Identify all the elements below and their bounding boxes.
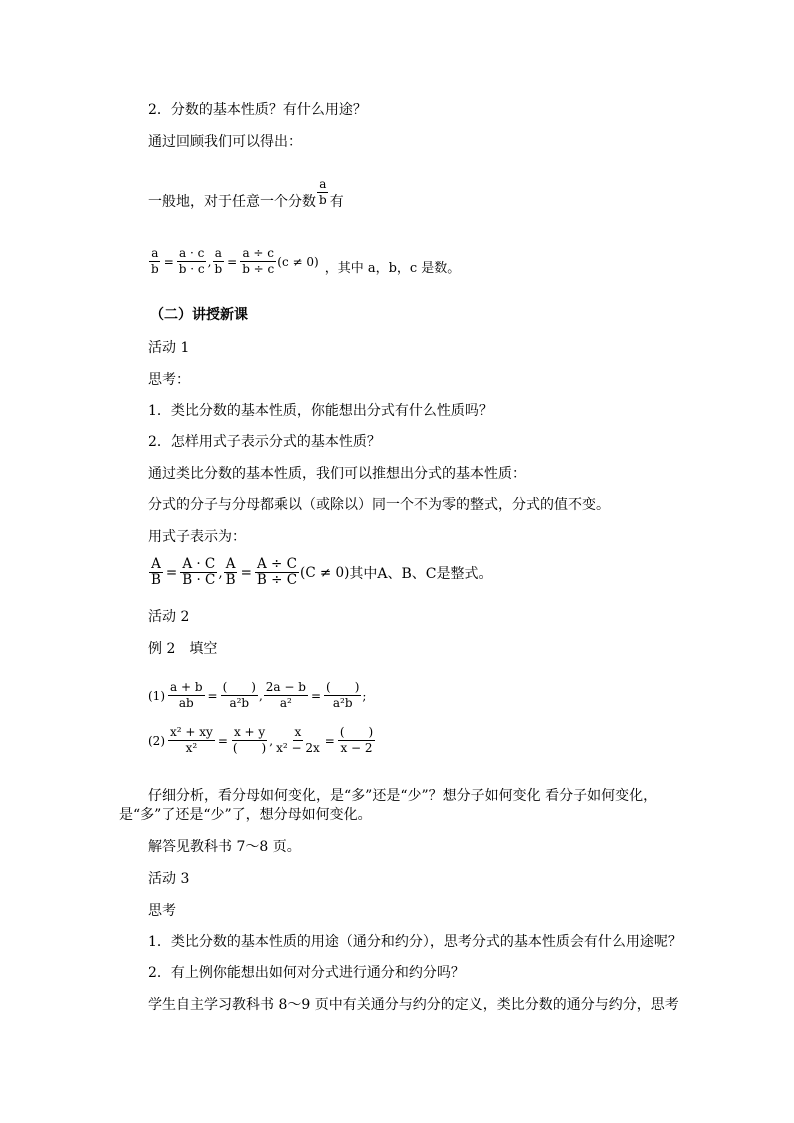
- label-1: (1): [148, 688, 165, 703]
- property-text: 分式的分子与分母都乘以（或除以）同一个不为零的整式，分式的值不变。: [148, 497, 610, 513]
- frac-apb-ab: [168, 680, 205, 711]
- example-2: 例 2 填空: [148, 641, 218, 657]
- den: B · C: [182, 572, 216, 588]
- label-2: (2): [148, 733, 165, 748]
- denominator: b: [319, 192, 327, 207]
- den: a²: [279, 696, 292, 710]
- frac-blank-a2b-2: [324, 680, 361, 711]
- num: 2a − b: [265, 680, 306, 694]
- end-comma: ;: [362, 688, 367, 703]
- den: a²b: [332, 696, 353, 710]
- frac-2amb-a2: [264, 680, 308, 711]
- comma: ,: [258, 688, 263, 703]
- den: x²: [185, 741, 198, 755]
- den: x − 2: [340, 741, 373, 755]
- frac-AdivC-BdivC: [255, 557, 299, 588]
- num: A · C: [182, 556, 216, 572]
- blank: ( ): [222, 680, 256, 694]
- review-text: 通过回顾我们可以得出：: [148, 134, 302, 150]
- den: b: [214, 262, 223, 276]
- comma: ,: [207, 254, 212, 269]
- frac-AC-BC: [180, 557, 217, 588]
- think-item-3: 1．类比分数的基本性质的用途（通分和约分），思考分式的基本性质会有什么用途呢？: [148, 934, 682, 950]
- num: A: [151, 556, 161, 572]
- den: B: [151, 572, 161, 588]
- general-statement: [148, 173, 344, 211]
- equals: =: [217, 733, 228, 748]
- num: a: [151, 246, 159, 260]
- num: a + b: [170, 680, 203, 694]
- frac-A-B-2: [224, 557, 238, 588]
- activity-1: 活动 1: [148, 340, 190, 356]
- den: ab: [178, 696, 194, 710]
- question-2: 2．分数的基本性质？有什么用途？: [148, 102, 367, 118]
- section-title: （二）讲授新课: [150, 307, 248, 323]
- frac-adivc-bdivc: [240, 246, 276, 277]
- example-row-1: [148, 680, 366, 711]
- frac-x2xy-x2: [168, 725, 215, 756]
- blank: ( ): [232, 741, 267, 755]
- equals: =: [240, 564, 252, 581]
- equals: =: [310, 688, 322, 703]
- num: x² + xy: [170, 725, 213, 739]
- equals: =: [227, 254, 238, 269]
- den: b: [151, 262, 159, 276]
- den: B: [225, 572, 236, 588]
- frac-x-x2m2x: [274, 725, 322, 756]
- equals: =: [165, 564, 178, 581]
- blank: ( ): [326, 680, 360, 694]
- num: A ÷ C: [256, 556, 297, 572]
- self-study-text: 学生自主学习教科书 8～9 页中有关通分与约分的定义，类比分数的通分与约分，思考: [148, 997, 679, 1013]
- general-text: 一般地，对于任意一个分数: [148, 194, 316, 210]
- equals: =: [324, 733, 335, 748]
- infer-text: 通过类比分数的基本性质，我们可以推想出分式的基本性质：: [148, 466, 526, 482]
- algebraic-property-formula: [148, 557, 493, 588]
- think-item-2: 2．怎样用式子表示分式的基本性质？: [148, 434, 381, 450]
- equals: =: [163, 254, 174, 269]
- num: a: [214, 246, 222, 260]
- comma: ,: [269, 733, 274, 748]
- num: x: [294, 725, 302, 739]
- expression-intro: 用式子表示为：: [148, 529, 246, 545]
- answer-reference: 解答见教科书 7～8 页。: [148, 839, 301, 855]
- activity-3: 活动 3: [148, 871, 190, 887]
- where-abc: ，其中 a，b，c 是数。: [324, 261, 461, 276]
- think-item-1: 1．类比分数的基本性质，你能想出分式有什么性质吗？: [148, 403, 493, 419]
- analysis-line-1: 仔细分析，看分母如何变化，是“多”还是“少”？想分子如何变化 看分子如何变化，: [148, 788, 658, 804]
- think-item-4: 2．有上例你能想出如何对分式进行通分和约分吗？: [148, 965, 465, 981]
- frac-a-b-2: [212, 246, 224, 277]
- think-1: 思考：: [148, 372, 190, 388]
- num: x + y: [233, 725, 266, 739]
- den: x² − 2x: [276, 741, 320, 755]
- numerator: a: [319, 176, 327, 191]
- num: A: [225, 556, 236, 572]
- num: a · c: [179, 246, 205, 260]
- den: b ÷ c: [242, 262, 275, 276]
- activity-2: 活动 2: [148, 609, 190, 625]
- den: a²b: [229, 696, 250, 710]
- den: b · c: [178, 262, 205, 276]
- blank: ( ): [339, 725, 374, 739]
- fraction-property-formula: [148, 246, 460, 277]
- frac-blank-a2b: [221, 680, 258, 711]
- example-row-2: [148, 725, 376, 756]
- frac-xpy-blank: [231, 725, 268, 756]
- general-text-end: 有: [329, 194, 344, 210]
- equals: =: [207, 688, 218, 703]
- analysis-line-2: 是“多”了还是“少”了，想分母如何变化。: [119, 807, 372, 823]
- condition-c: (c ≠ 0): [277, 254, 319, 269]
- frac-blank-xm2: [338, 725, 375, 756]
- condition-C: (C ≠ 0): [300, 564, 350, 581]
- num: a ÷ c: [242, 246, 275, 260]
- fraction-a-over-b: [317, 177, 329, 208]
- comma: ,: [218, 564, 223, 581]
- den: B ÷ C: [256, 572, 298, 588]
- where-ABC: 其中A、B、C是整式。: [349, 565, 493, 582]
- frac-ac-bc: [177, 246, 207, 277]
- think-3: 思考: [148, 903, 176, 919]
- frac-a-b: [149, 246, 161, 277]
- frac-A-B: [149, 557, 163, 588]
